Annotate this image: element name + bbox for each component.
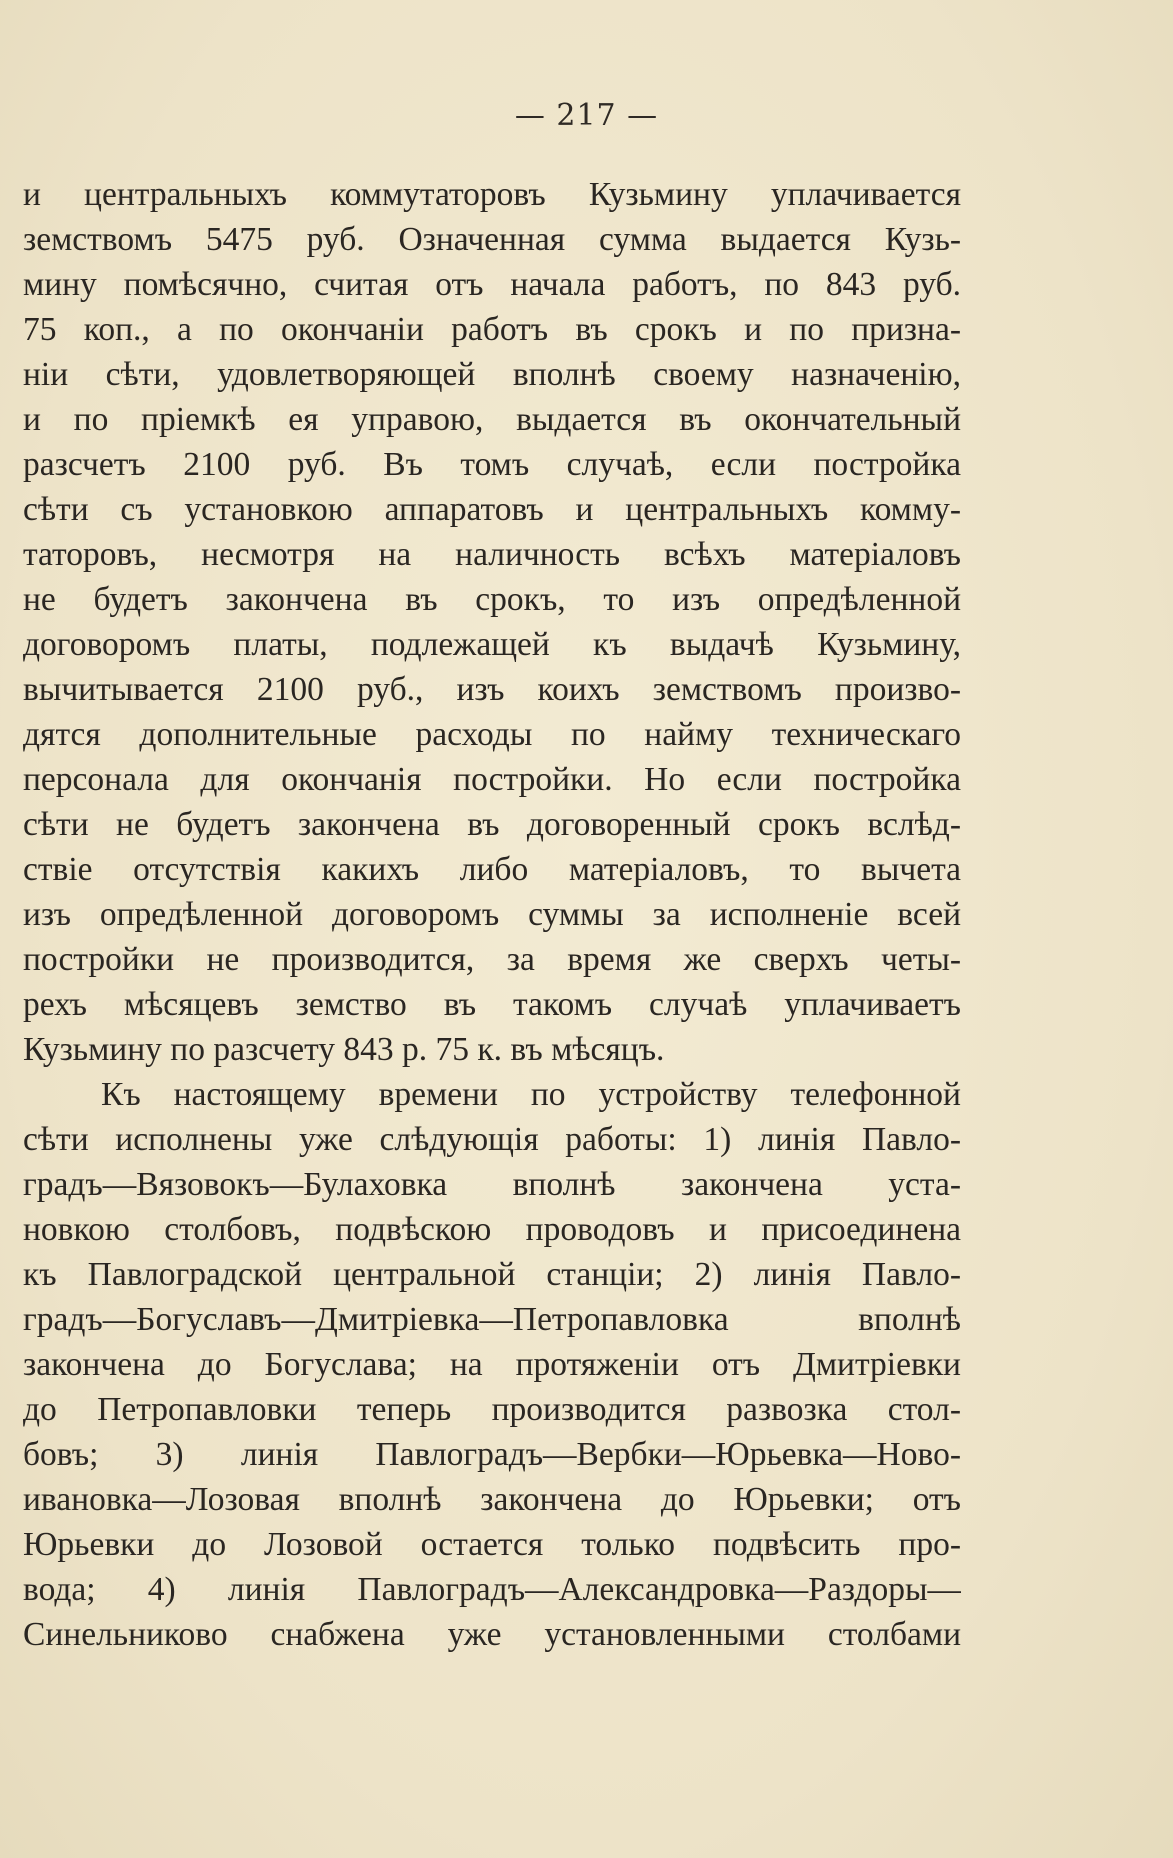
text-line: изъ опредѣленной договоромъ суммы за исполненіе всей xyxy=(23,896,961,933)
paragraph-1 xyxy=(23,172,961,1072)
text-line: и центральныхъ коммутаторовъ Кузьмину уплачивается xyxy=(23,176,961,213)
text-line: къ Павлоградской центральной станціи; 2) линія Павло- xyxy=(23,1256,961,1293)
text-line: сѣти съ установкою аппаратовъ и центральныхъ комму- xyxy=(23,491,961,528)
text-line: Кузьмину по разсчету 843 р. 75 к. въ мѣсяцъ. xyxy=(23,1031,665,1068)
text-line: новкою столбовъ, подвѣскою проводовъ и присоединена xyxy=(23,1211,961,1248)
text-line: 75 коп., а по окончаніи работъ въ срокъ и по призна- xyxy=(23,311,961,348)
text-line: Къ настоящему времени по устройству телефонной xyxy=(101,1076,961,1113)
text-line: Юрьевки до Лозовой остается только подвѣсить про- xyxy=(23,1526,961,1563)
text-line: сѣти не будетъ закончена въ договоренный срокъ вслѣд- xyxy=(23,806,961,843)
text-line: разсчетъ 2100 руб. Въ томъ случаѣ, если постройка xyxy=(23,446,961,483)
text-line: договоромъ платы, подлежащей къ выдачѣ Кузьмину, xyxy=(23,626,961,663)
text-line: и по пріемкѣ ея управою, выдается въ окончательный xyxy=(23,401,961,438)
text-line: градъ—Богуславъ—Дмитріевка—Петропавловка вполнѣ xyxy=(23,1301,961,1338)
text-line: Синельниково снабжена уже установленными столбами xyxy=(23,1616,961,1653)
text-line: ніи сѣти, удовлетворяющей вполнѣ своему назначенію, xyxy=(23,356,961,393)
text-line: вычитывается 2100 руб., изъ коихъ земствомъ произво- xyxy=(23,671,961,708)
text-line: постройки не производится, за время же сверхъ четы- xyxy=(23,941,961,978)
text-line: мину помѣсячно, считая отъ начала работъ, по 843 руб. xyxy=(23,266,961,303)
text-line: персонала для окончанія постройки. Но если постройка xyxy=(23,761,961,798)
paragraph-2 xyxy=(23,1072,961,1657)
text-line: не будетъ закончена въ срокъ, то изъ опредѣленной xyxy=(23,581,961,618)
text-line: таторовъ, несмотря на наличность всѣхъ матеріаловъ xyxy=(23,536,961,573)
text-line: бовъ; 3) линія Павлоградъ—Вербки—Юрьевка—Ново- xyxy=(23,1436,961,1473)
body-text xyxy=(23,172,961,1657)
text-line: сѣти исполнены уже слѣдующія работы: 1) линія Павло- xyxy=(23,1121,961,1158)
text-line: вода; 4) линія Павлоградъ—Александровка—Раздоры— xyxy=(23,1571,961,1608)
page-number: — 217 — xyxy=(514,98,659,133)
text-line: ствіе отсутствія какихъ либо матеріаловъ, то вычета xyxy=(23,851,961,888)
text-line: до Петропавловки теперь производится развозка стол- xyxy=(23,1391,961,1428)
text-line: закончена до Богуслава; на протяженіи отъ Дмитріевки xyxy=(23,1346,961,1383)
text-line: земствомъ 5475 руб. Означенная сумма выдается Кузь- xyxy=(23,221,961,258)
text-line: рехъ мѣсяцевъ земство въ такомъ случаѣ уплачиваетъ xyxy=(23,986,961,1023)
text-line: ивановка—Лозовая вполнѣ закончена до Юрьевки; отъ xyxy=(23,1481,961,1518)
text-line: градъ—Вязовокъ—Булаховка вполнѣ закончена уста- xyxy=(23,1166,961,1203)
text-line: дятся дополнительные расходы по найму техническаго xyxy=(23,716,961,753)
